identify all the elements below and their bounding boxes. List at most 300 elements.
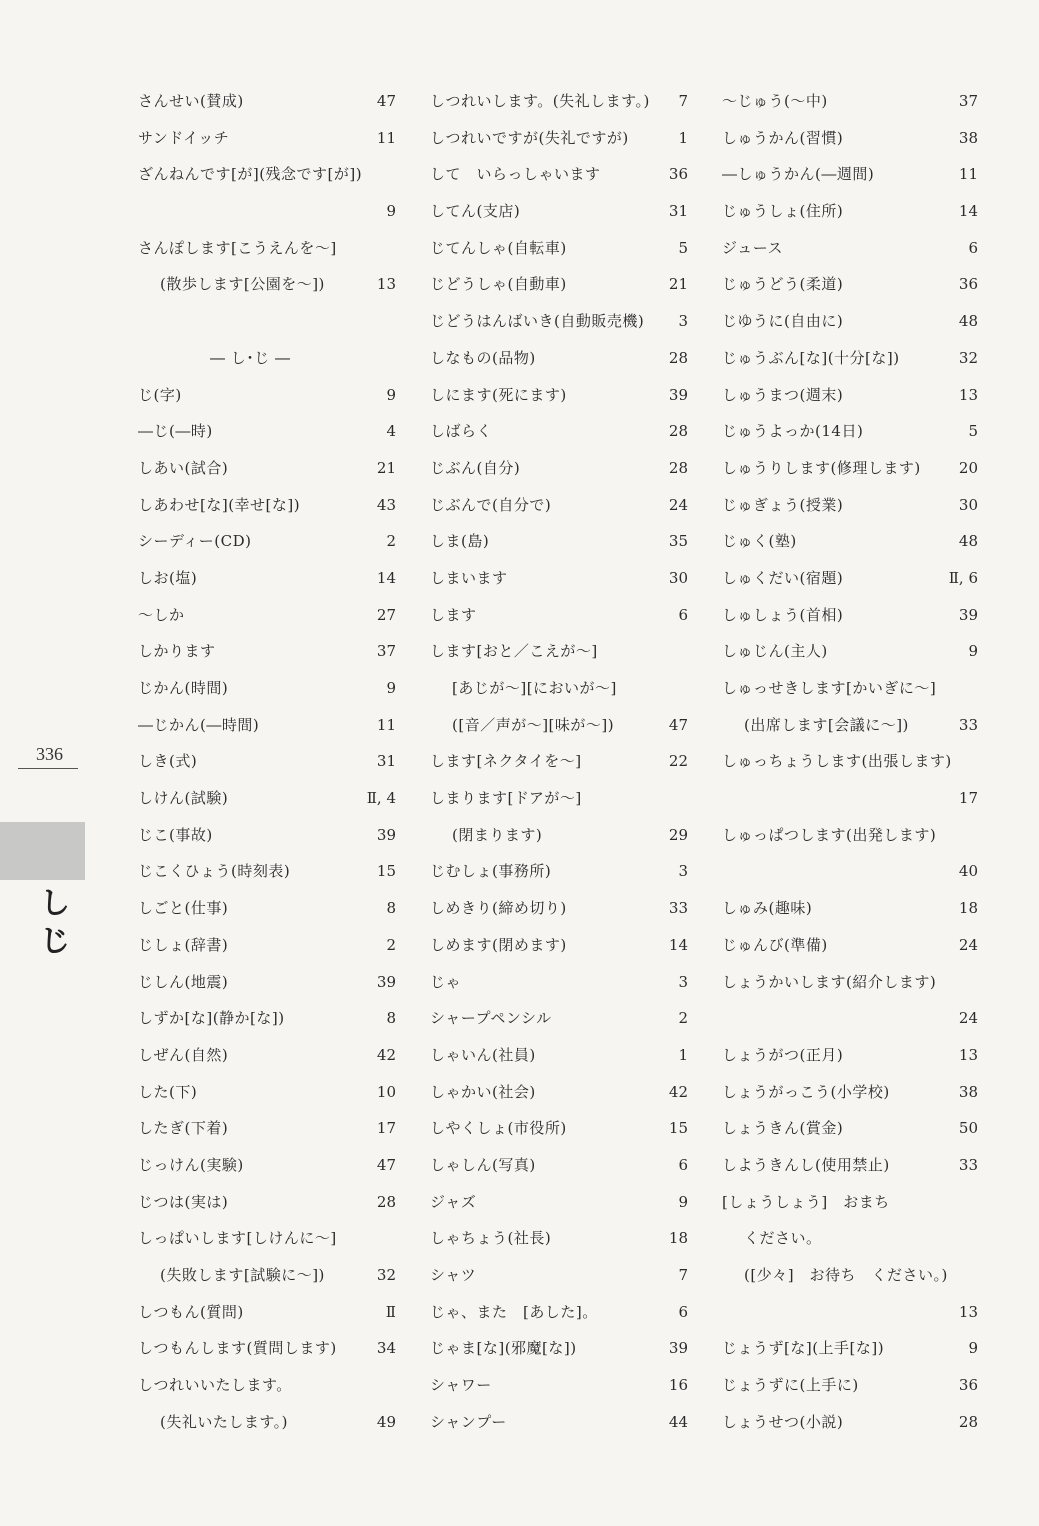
entry-lesson-number: 9 (678, 1192, 688, 1211)
entry-term: じむしょ(事務所) (430, 862, 552, 881)
index-entry (430, 450, 688, 487)
index-entry (722, 156, 978, 193)
index-entry (722, 1294, 978, 1331)
entry-lesson-number: 49 (376, 1412, 396, 1431)
index-entry (722, 340, 978, 377)
entry-term: じゅうどう(柔道) (722, 275, 844, 294)
entry-lesson-number: 38 (958, 128, 978, 147)
index-entry (430, 817, 688, 854)
entry-lesson-number: 7 (678, 1266, 688, 1284)
entry-lesson-number: 5 (678, 238, 688, 257)
entry-term: しつれいですが(失礼ですが) (430, 128, 629, 147)
entry-lesson-number: 36 (668, 165, 688, 184)
entry-term: しゃかい(社会) (430, 1082, 536, 1101)
entry-term: ([音／声が～][味が～]) (452, 715, 615, 734)
entry-term: じゅうぶん[な](十分[な]) (722, 348, 900, 367)
entry-lesson-number: 11 (376, 715, 396, 734)
index-entry (138, 707, 396, 744)
entry-term: じゅうよっか(14日) (722, 422, 864, 441)
entry-lesson-number: 1 (678, 128, 688, 147)
index-entry (722, 377, 978, 414)
entry-term: しまいます (430, 568, 508, 587)
entry-term: じこくひょう(時刻表) (138, 862, 291, 881)
index-entry (430, 707, 688, 744)
entry-term: じ(字) (138, 385, 182, 404)
entry-lesson-number: 47 (376, 1155, 396, 1174)
entry-term: (散歩します[公園を～]) (160, 275, 325, 294)
entry-lesson-number: 11 (376, 128, 396, 147)
entry-term: じどうしゃ(自動車) (430, 275, 567, 294)
index-entry (430, 1330, 688, 1367)
entry-term: (閉まります) (452, 825, 543, 844)
index-entry (722, 303, 978, 340)
entry-lesson-number: 39 (668, 1339, 688, 1358)
entry-term: しき(式) (138, 752, 198, 771)
index-entry (430, 266, 688, 303)
index-entry (430, 1184, 688, 1221)
entry-term: しお(塩) (138, 568, 198, 587)
entry-term: じゆうに(自由に) (722, 312, 844, 331)
entry-lesson-number: 15 (668, 1119, 688, 1138)
page-number: 336 (36, 744, 63, 764)
index-entry (430, 413, 688, 450)
entry-lesson-number: 18 (668, 1229, 688, 1248)
entry-lesson-number: 6 (678, 1155, 688, 1174)
entry-term: ください。 (744, 1229, 822, 1248)
index-entry (138, 1000, 396, 1037)
entry-term: じゅく(塾) (722, 532, 797, 551)
index-entry (722, 1037, 978, 1074)
index-entry (722, 780, 978, 817)
entry-term: じゅんび(準備) (722, 935, 828, 954)
entry-term: したぎ(下着) (138, 1119, 229, 1138)
index-entry (722, 670, 978, 707)
index-entry (430, 1404, 688, 1441)
entry-lesson-number: Ⅱ, 6 (948, 568, 978, 587)
index-entry (430, 83, 688, 120)
entry-term: しゅっぱつします(出発します) (722, 825, 937, 844)
entry-term: ([少々] お待ち ください。) (744, 1266, 948, 1284)
entry-term: [あじが～][においが～] (452, 679, 617, 697)
index-entry (430, 1294, 688, 1331)
entry-lesson-number: 33 (668, 899, 688, 918)
entry-lesson-number: 5 (968, 422, 978, 441)
entry-term: してん(支店) (430, 202, 521, 221)
entry-term: します[おと／こえが～] (430, 642, 598, 661)
index-entry (722, 707, 978, 744)
entry-lesson-number: 8 (386, 1009, 396, 1028)
entry-term: しゃいん(社員) (430, 1045, 536, 1064)
index-entry (722, 120, 978, 157)
index-entry (138, 890, 396, 927)
entry-lesson-number: 40 (958, 862, 978, 881)
index-entry (722, 1074, 978, 1111)
entry-term: しずか[な](静か[な]) (138, 1009, 285, 1028)
entry-lesson-number: 20 (958, 458, 978, 477)
section-heading (138, 340, 396, 377)
entry-term: じゅうしょ(住所) (722, 202, 844, 221)
index-entry (430, 120, 688, 157)
entry-term: しつれいいたします。 (138, 1376, 292, 1395)
entry-term: さんぽします[こうえんを～] (138, 238, 337, 257)
entry-term: (失敗します[試験に～]) (160, 1266, 325, 1284)
index-entry (722, 817, 978, 854)
index-entry (430, 1257, 688, 1294)
index-entry (430, 1037, 688, 1074)
entry-term: しかります (138, 642, 216, 661)
entry-term: しやくしょ(市役所) (430, 1119, 567, 1138)
entry-lesson-number: 13 (376, 275, 396, 294)
index-entry (430, 230, 688, 267)
entry-term: ～じゅう(～中) (722, 92, 828, 110)
entry-lesson-number: 3 (678, 312, 688, 331)
index-entry (722, 230, 978, 267)
entry-lesson-number: 30 (668, 568, 688, 587)
index-entry (430, 156, 688, 193)
index-entry (430, 927, 688, 964)
entry-term: しごと(仕事) (138, 899, 229, 918)
index-column-2 (430, 83, 688, 1440)
entry-lesson-number: 14 (958, 202, 978, 221)
entry-term: しぜん(自然) (138, 1045, 229, 1064)
index-entry (138, 670, 396, 707)
index-entry (722, 597, 978, 634)
index-entry (430, 377, 688, 414)
entry-lesson-number: 31 (376, 752, 396, 771)
entry-term: シャツ (430, 1266, 477, 1284)
index-entry (722, 450, 978, 487)
entry-term: じょうず[な](上手[な]) (722, 1339, 885, 1358)
entry-lesson-number: 28 (668, 348, 688, 367)
index-entry (722, 487, 978, 524)
index-entry (138, 633, 396, 670)
entry-term: しょうかいします(紹介します) (722, 972, 937, 991)
thumb-tab-marker (0, 822, 85, 880)
entry-term: しばらく (430, 422, 493, 441)
entry-lesson-number: 9 (386, 202, 396, 221)
entry-term: しゅじん(主人) (722, 642, 828, 661)
index-entry (430, 743, 688, 780)
index-entry (430, 670, 688, 707)
index-entry (138, 230, 396, 267)
entry-lesson-number: 21 (376, 458, 396, 477)
index-entry (430, 1220, 688, 1257)
entry-lesson-number: 39 (668, 385, 688, 404)
index-entry (430, 1367, 688, 1404)
entry-lesson-number: 36 (958, 1376, 978, 1395)
index-entry (722, 1257, 978, 1294)
index-entry (138, 780, 396, 817)
entry-lesson-number: 18 (958, 899, 978, 918)
entry-lesson-number: 28 (376, 1192, 396, 1211)
entry-lesson-number: 50 (958, 1119, 978, 1138)
entry-term: しつもんします(質問します) (138, 1339, 337, 1358)
entry-lesson-number: 42 (668, 1082, 688, 1101)
index-entry (138, 1257, 396, 1294)
entry-term: しつれいします。(失礼します。) (430, 92, 650, 110)
entry-term: しゅっちょうします(出張します) (722, 752, 952, 771)
index-entry (138, 1367, 396, 1404)
index-entry (138, 1330, 396, 1367)
entry-term: しゅっせきします[かいぎに～] (722, 679, 937, 697)
index-entry (138, 377, 396, 414)
entry-term: しあわせ[な](幸せ[な]) (138, 495, 301, 514)
index-entry (430, 964, 688, 1001)
entry-term: しあい(試合) (138, 458, 229, 477)
page-number-rule (18, 768, 78, 769)
entry-term: しつもん(質問) (138, 1302, 244, 1321)
entry-term: しょうがつ(正月) (722, 1045, 844, 1064)
index-entry (722, 1404, 978, 1441)
index-entry (138, 193, 396, 230)
index-entry (722, 1110, 978, 1147)
index-entry (722, 1220, 978, 1257)
entry-lesson-number: 32 (958, 348, 978, 367)
index-entry (722, 523, 978, 560)
entry-lesson-number: 11 (958, 165, 978, 184)
entry-term: しなもの(品物) (430, 348, 536, 367)
index-entry (138, 1184, 396, 1221)
index-entry (430, 1147, 688, 1184)
entry-term: じゃま[な](邪魔[な]) (430, 1339, 577, 1358)
entry-term: ～しか (138, 605, 185, 624)
entry-lesson-number: 28 (668, 422, 688, 441)
index-entry (138, 1294, 396, 1331)
entry-lesson-number: 34 (376, 1339, 396, 1358)
entry-lesson-number: 1 (678, 1045, 688, 1064)
entry-term: しゅうりします(修理します) (722, 458, 921, 477)
entry-term: シーディー(CD) (138, 532, 252, 551)
entry-lesson-number: 6 (678, 1302, 688, 1321)
index-entry (722, 1184, 978, 1221)
index-entry (430, 487, 688, 524)
index-entry (138, 266, 396, 303)
entry-term: サンドイッチ (138, 128, 230, 147)
entry-term: じかん(時間) (138, 679, 229, 697)
index-entry (722, 853, 978, 890)
index-column-3 (722, 83, 978, 1440)
entry-term: しゅみ(趣味) (722, 899, 813, 918)
index-entry (138, 927, 396, 964)
entry-lesson-number: 30 (958, 495, 978, 514)
entry-term: しょうがっこう(小学校) (722, 1082, 890, 1101)
entry-term: じょうずに(上手に) (722, 1376, 859, 1395)
index-entry (430, 523, 688, 560)
entry-term: しめきり(締め切り) (430, 899, 567, 918)
entry-lesson-number: 9 (968, 642, 978, 661)
entry-term: ―じかん(―時間) (138, 715, 260, 734)
index-entry (722, 266, 978, 303)
entry-term: します (430, 605, 477, 624)
entry-lesson-number: 24 (668, 495, 688, 514)
entry-term: ざんねんです[が](残念です[が]) (138, 165, 363, 184)
index-entry (430, 1074, 688, 1111)
entry-term: じぶん(自分) (430, 458, 521, 477)
entry-term: しゅくだい(宿題) (722, 568, 844, 587)
index-entry (138, 83, 396, 120)
entry-term: しまります[ドアが～] (430, 789, 582, 808)
index-entry (722, 743, 978, 780)
index-entry (430, 1000, 688, 1037)
entry-lesson-number: 9 (386, 679, 396, 697)
index-entry (138, 1220, 396, 1257)
entry-lesson-number: 39 (376, 825, 396, 844)
entry-lesson-number: 17 (376, 1119, 396, 1138)
entry-term: しゅしょう(首相) (722, 605, 844, 624)
entry-lesson-number: 48 (958, 312, 978, 331)
index-entry (430, 597, 688, 634)
entry-lesson-number: 4 (386, 422, 396, 441)
entry-term: じゅぎょう(授業) (722, 495, 844, 514)
entry-term: した(下) (138, 1082, 198, 1101)
index-entry (138, 1037, 396, 1074)
index-entry (722, 1000, 978, 1037)
entry-term: じこ(事故) (138, 825, 213, 844)
entry-lesson-number: 33 (958, 715, 978, 734)
entry-lesson-number: 2 (386, 935, 396, 954)
index-entry (722, 560, 978, 597)
entry-term: じゃ (430, 972, 462, 991)
index-entry (430, 303, 688, 340)
entry-lesson-number: 3 (678, 862, 688, 881)
index-entry (430, 780, 688, 817)
entry-term: シャンプー (430, 1412, 507, 1431)
entry-lesson-number: 24 (958, 935, 978, 954)
entry-lesson-number: 47 (668, 715, 688, 734)
entry-lesson-number: 17 (958, 789, 978, 808)
entry-term: (失礼いたします。) (160, 1412, 289, 1431)
index-column-1 (138, 83, 396, 1440)
thumb-tab-label (40, 885, 80, 961)
index-entry (138, 597, 396, 634)
entry-term: しっぱいします[しけんに～] (138, 1229, 337, 1248)
entry-lesson-number: 6 (968, 238, 978, 257)
entry-lesson-number: 44 (668, 1412, 688, 1431)
entry-term: して いらっしゃいます (430, 165, 601, 184)
index-entry (722, 890, 978, 927)
index-entry (138, 523, 396, 560)
entry-term: ―じ(―時) (138, 422, 213, 441)
entry-term: ジャズ (430, 1192, 477, 1211)
index-entry (722, 413, 978, 450)
entry-lesson-number: 38 (958, 1082, 978, 1101)
entry-lesson-number: 13 (958, 1302, 978, 1321)
entry-term: しけん(試験) (138, 789, 229, 808)
entry-term: じしょ(辞書) (138, 935, 229, 954)
entry-term: しま(島) (430, 532, 490, 551)
entry-lesson-number: 47 (376, 92, 396, 110)
entry-lesson-number: 14 (668, 935, 688, 954)
index-entry (430, 853, 688, 890)
entry-lesson-number: 37 (958, 92, 978, 110)
entry-term: ―しゅうかん(―週間) (722, 165, 875, 184)
entry-term: じつは(実は) (138, 1192, 229, 1211)
entry-term: ― し･じ ― (210, 348, 291, 367)
entry-lesson-number: 42 (376, 1045, 396, 1064)
index-entry (430, 890, 688, 927)
index-entry (138, 120, 396, 157)
index-entry (138, 1147, 396, 1184)
entry-term: しゃしん(写真) (430, 1155, 536, 1174)
entry-lesson-number: 28 (668, 458, 688, 477)
index-entry (430, 193, 688, 230)
entry-term: さんせい(賛成) (138, 92, 244, 110)
entry-lesson-number: 9 (386, 385, 396, 404)
index-entry (138, 156, 396, 193)
index-entry (138, 1110, 396, 1147)
entry-term: じっけん(実験) (138, 1155, 244, 1174)
thumb-tab-char: じ (40, 924, 70, 959)
entry-lesson-number: Ⅱ, 4 (366, 789, 396, 808)
entry-lesson-number: 14 (376, 568, 396, 587)
entry-lesson-number: 43 (376, 495, 396, 514)
index-entry (722, 193, 978, 230)
entry-term: します[ネクタイを～] (430, 752, 582, 771)
entry-term: じゃ、また [あした]。 (430, 1302, 598, 1321)
entry-lesson-number: 6 (678, 605, 688, 624)
entry-term: しゅうまつ(週末) (722, 385, 844, 404)
entry-lesson-number: 3 (678, 972, 688, 991)
index-entry (722, 633, 978, 670)
entry-lesson-number: 8 (386, 899, 396, 918)
index-entry (138, 450, 396, 487)
index-entry (722, 927, 978, 964)
entry-lesson-number: 13 (958, 385, 978, 404)
index-entry (138, 817, 396, 854)
index-entry (430, 560, 688, 597)
entry-term: シャープペンシル (430, 1009, 552, 1028)
entry-lesson-number: 16 (668, 1376, 688, 1395)
entry-lesson-number: 39 (376, 972, 396, 991)
entry-lesson-number: 39 (958, 605, 978, 624)
entry-lesson-number: 37 (376, 642, 396, 661)
index-entry (138, 303, 396, 340)
index-entry (722, 83, 978, 120)
index-entry (722, 1330, 978, 1367)
entry-lesson-number: 7 (678, 92, 688, 110)
entry-lesson-number: 9 (968, 1339, 978, 1358)
index-entry (138, 1074, 396, 1111)
index-entry (138, 487, 396, 524)
entry-lesson-number: 29 (668, 825, 688, 844)
index-entry (430, 340, 688, 377)
entry-lesson-number: 21 (668, 275, 688, 294)
entry-lesson-number: 2 (678, 1009, 688, 1028)
entry-term: しめます(閉めます) (430, 935, 567, 954)
entry-term: [しょうしょう] おまち (722, 1192, 890, 1211)
entry-lesson-number: 22 (668, 752, 688, 771)
entry-lesson-number: 33 (958, 1155, 978, 1174)
index-entry (722, 1147, 978, 1184)
entry-term: シャワー (430, 1376, 492, 1395)
entry-term: しにます(死にます) (430, 385, 567, 404)
entry-term: じてんしゃ(自転車) (430, 238, 567, 257)
entry-lesson-number: 13 (958, 1045, 978, 1064)
index-entry (138, 560, 396, 597)
entry-term: じぶんで(自分で) (430, 495, 552, 514)
entry-term: しゅうかん(習慣) (722, 128, 844, 147)
entry-term: じどうはんばいき(自動販売機) (430, 312, 645, 331)
entry-lesson-number: Ⅱ (385, 1302, 396, 1321)
entry-lesson-number: 2 (386, 532, 396, 551)
entry-term: しょうきん(賞金) (722, 1119, 844, 1138)
entry-term: (出席します[会議に～]) (744, 715, 909, 734)
entry-term: じしん(地震) (138, 972, 229, 991)
entry-lesson-number: 32 (376, 1266, 396, 1284)
entry-lesson-number: 27 (376, 605, 396, 624)
entry-term: ジュース (722, 238, 783, 257)
entry-lesson-number: 35 (668, 532, 688, 551)
